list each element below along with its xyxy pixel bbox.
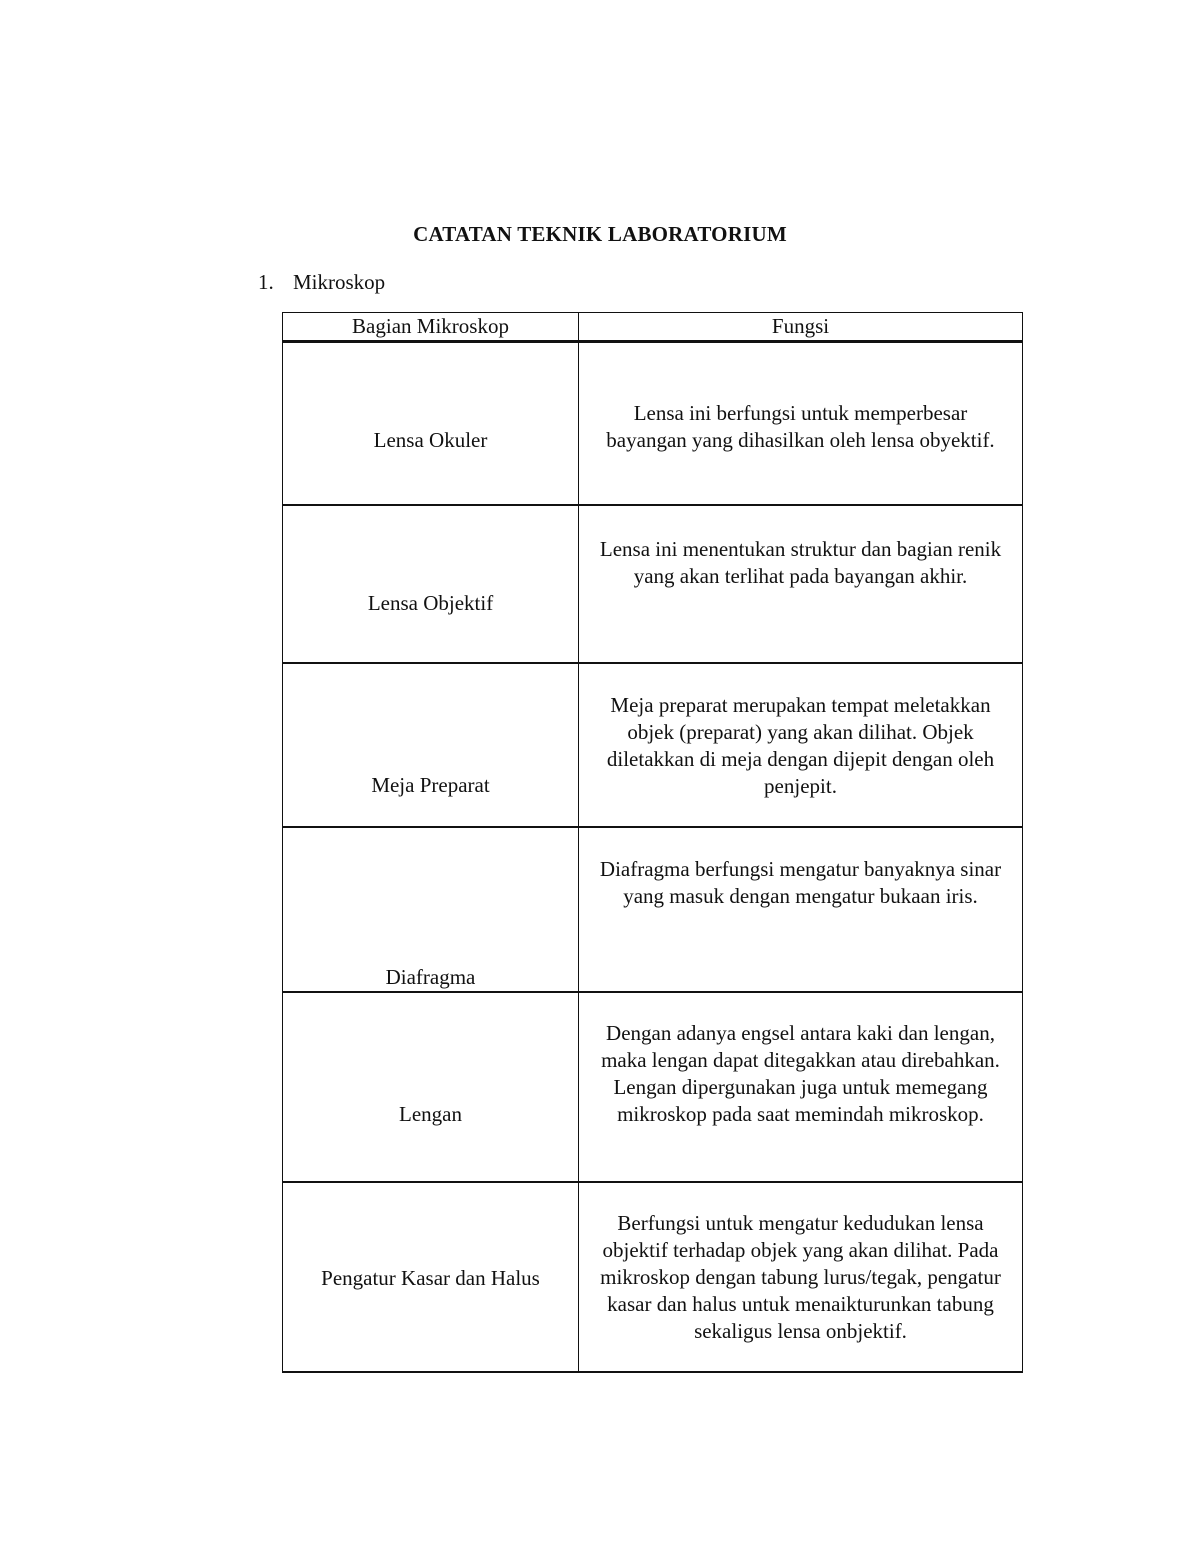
- section-title: Mikroskop: [293, 270, 386, 294]
- part-name-cell: Lensa Okuler: [283, 342, 579, 505]
- function-cell: Dengan adanya engsel antara kaki dan lengan, maka lengan dapat ditegakkan atau direbahkan. Lengan dipergunakan juga untuk memegang mikroskop pada saat memindah mikroskop.: [579, 992, 1023, 1182]
- part-name-cell: Meja Preparat: [283, 663, 579, 827]
- table-row: [283, 505, 1023, 663]
- function-cell: Lensa ini berfungsi untuk memperbesar bayangan yang dihasilkan oleh lensa obyektif.: [579, 342, 1023, 505]
- column-header-function: Fungsi: [579, 313, 1023, 342]
- function-cell: Lensa ini menentukan struktur dan bagian renik yang akan terlihat pada bayangan akhir.: [579, 505, 1023, 663]
- microscope-parts-table: [282, 312, 1023, 1373]
- document-title: CATATAN TEKNIK LABORATORIUM: [413, 222, 787, 246]
- table-row: [283, 827, 1023, 992]
- table-row: [283, 342, 1023, 505]
- table-header-row: [283, 313, 1023, 342]
- function-cell: Meja preparat merupakan tempat meletakkan objek (preparat) yang akan dilihat. Objek diletakkan di meja dengan dijepit dengan oleh penjepit.: [579, 663, 1023, 827]
- function-cell: Diafragma berfungsi mengatur banyaknya sinar yang masuk dengan mengatur bukaan iris.: [579, 827, 1023, 992]
- section-number: 1.: [258, 270, 274, 294]
- function-cell: Berfungsi untuk mengatur kedudukan lensa objektif terhadap objek yang akan dilihat. Pada mikroskop dengan tabung lurus/tegak, pengatur kasar dan halus untuk menaikturunkan tabung sekaligus lensa onbjektif.: [579, 1182, 1023, 1372]
- part-name-cell: Lengan: [283, 992, 579, 1182]
- table-row: [283, 663, 1023, 827]
- table-row: [283, 992, 1023, 1182]
- part-name-cell: Pengatur Kasar dan Halus: [283, 1182, 579, 1372]
- column-header-part: Bagian Mikroskop: [283, 313, 579, 342]
- part-name-cell: Lensa Objektif: [283, 505, 579, 663]
- table-row: [283, 1182, 1023, 1372]
- section-heading: [258, 270, 385, 295]
- part-name-cell: Diafragma: [283, 827, 579, 992]
